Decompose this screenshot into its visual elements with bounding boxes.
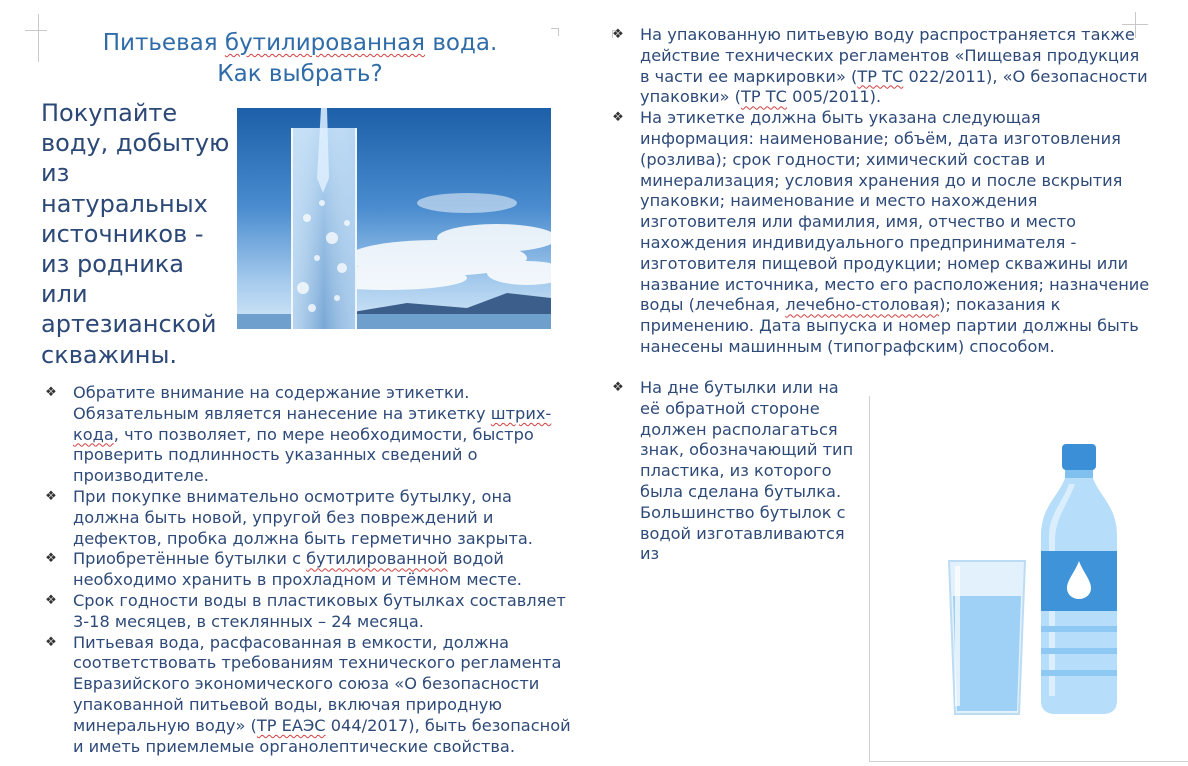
bullet-icon: ❖ bbox=[45, 592, 57, 608]
bullet-icon: ❖ bbox=[45, 551, 57, 567]
list-item: ❖ При покупке внимательно осмотрите бутылку, она должна быть новой, упругой без повреждений и дефектов, пробка должна быть герметично закрыта. bbox=[41, 487, 581, 549]
left-bullet-list bbox=[41, 383, 581, 757]
title-spellcheck-word: бутилированная bbox=[224, 30, 426, 56]
list-item: ❖ Приобретённые бутылки с бутилированной водой необходимо хранить в прохладном и тёмном месте. bbox=[41, 549, 581, 591]
bullet-icon: ❖ bbox=[612, 380, 624, 395]
list-item: ❖ На упакованную питьевую воду распространяется также действие технических регламентов «Пищевая продукция в части ее маркировки» (ТР ТС 022/2011), «О безопасности упаковки» (ТР ТС 005/2011). bbox=[608, 25, 1153, 108]
bullet-icon: ❖ bbox=[612, 27, 624, 42]
list-item: ❖ На этикетке должна быть указана следующая информация: наименование; объём, дата изготовления (розлива); срок годности; химический состав и минерализация; условия хранения до и после вскрытия упаковки; наименование и место нахождения изготовителя или фамилия, имя, отчество и место нахождения индивидуального предпринимателя - изготовителя пищевой продукции; номер скважины или название источника, место его расположения; назначение воды (лечебная, лечебно-столовая); показания к применению. Дата выпуска и номер партии должны быть нанесены машинным (типографским) способом. bbox=[608, 108, 1153, 358]
bullet-icon: ❖ bbox=[45, 385, 57, 400]
right-bullet-list bbox=[608, 25, 1153, 358]
title-line2: Как выбрать? bbox=[217, 61, 383, 87]
title-pre: Питьевая bbox=[102, 30, 225, 56]
list-item: ❖ Питьевая вода, расфасованная в емкости, должна соответствовать требованиям технического регламента Евразийского экономического союза «О безопасности упакованной питьевой воды, включая природную минеральную воду» (ТР ЕАЭС 044/2017), быть безопасной и иметь приемлемые органолептические свойства. bbox=[41, 633, 581, 758]
list-item: ❖ На дне бутылки или на её обратной стороне должен располагаться знак, обозначающий тип пластика, из которого была сделана бутылка. Большинство бутылок с водой изготавливаются из bbox=[608, 378, 858, 565]
list-item: ❖ Обратите внимание на содержание этикетки. Обязательным является нанесение на этикетку штрих-кода, что позволяет, по мере необходимости, быстро проверить подлинность указанных сведений о производителе. bbox=[41, 383, 581, 487]
bullet-icon: ❖ bbox=[45, 488, 57, 504]
bullet-icon: ❖ bbox=[612, 110, 624, 126]
bottle-bullet-list bbox=[608, 378, 858, 565]
title-post: вода. bbox=[425, 30, 498, 56]
crop-mark bbox=[38, 14, 39, 62]
bullet-icon: ❖ bbox=[45, 634, 57, 650]
page-title bbox=[60, 28, 540, 90]
list-item: ❖ Срок годности воды в пластиковых бутылках составляет 3-18 месяцев, в стеклянных – 24 месяца. bbox=[41, 591, 581, 633]
crop-mark bbox=[25, 30, 47, 31]
water-glass-photo bbox=[237, 108, 551, 329]
lead-paragraph: Покупайте воду, добытую из натуральных источников - из родника или артезианской скважины. bbox=[41, 99, 230, 369]
bottle-and-glass-illustration bbox=[869, 396, 1188, 762]
crop-mark bbox=[558, 28, 559, 36]
